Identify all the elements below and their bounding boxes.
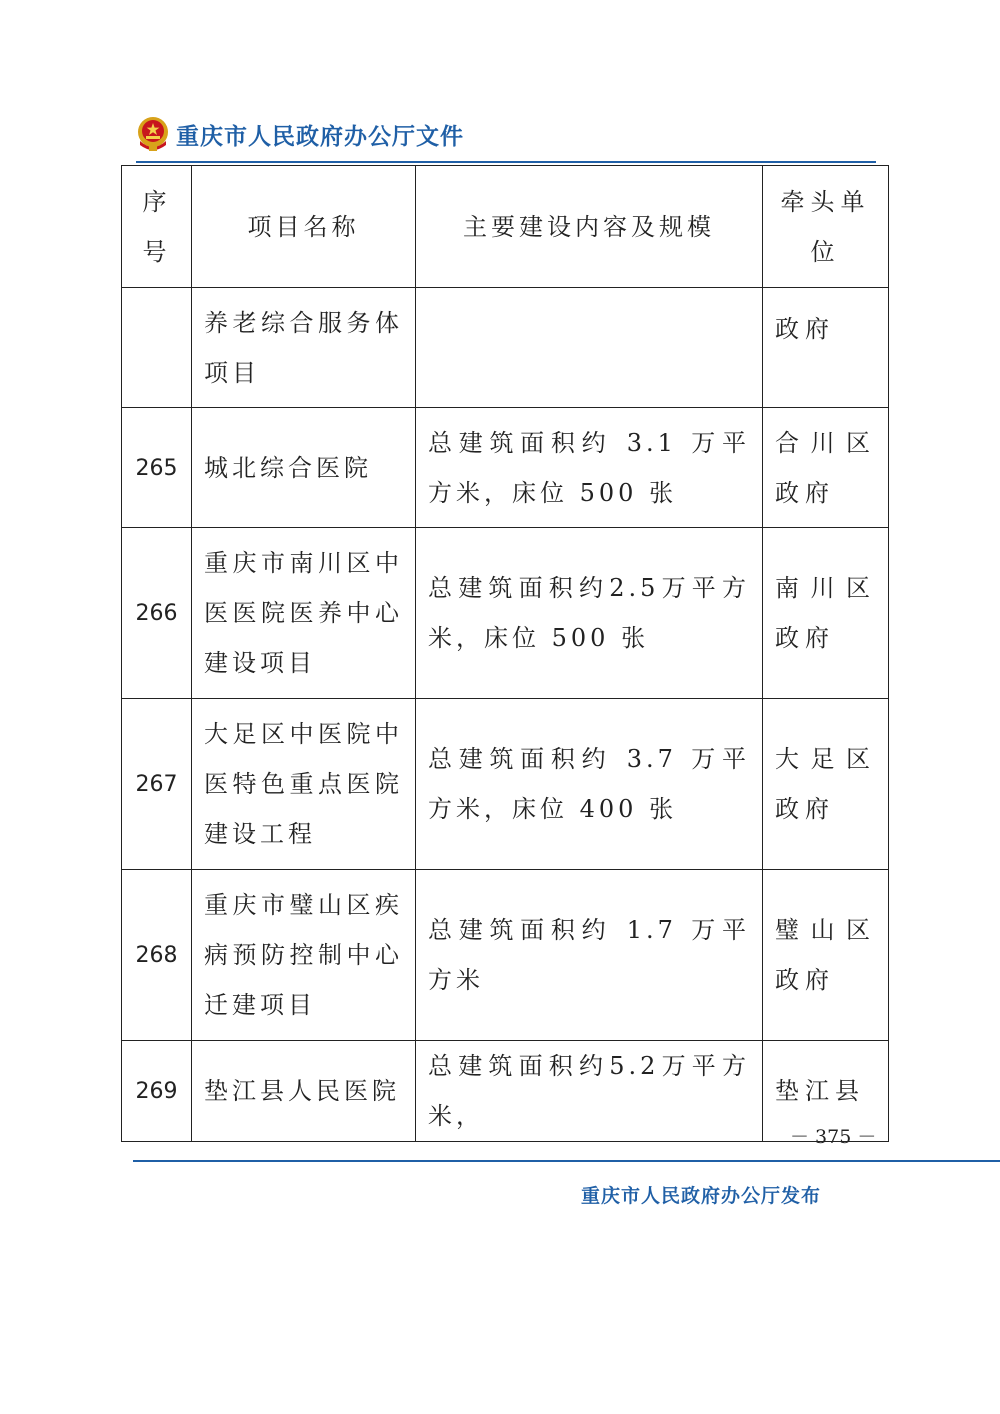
table-row xyxy=(122,1041,889,1142)
row-number: 266 xyxy=(122,528,192,699)
row-number: 265 xyxy=(122,408,192,528)
national-emblem-icon xyxy=(136,115,170,153)
table-row xyxy=(122,288,889,408)
project-content: 总建筑面积约 3.7 万平方米，床位 400 张 xyxy=(416,699,763,870)
row-number: 267 xyxy=(122,699,192,870)
row-number: 269 xyxy=(122,1041,192,1142)
header-divider xyxy=(136,161,876,163)
project-name: 垫江县人民医院 xyxy=(192,1041,416,1142)
project-content xyxy=(416,288,763,408)
project-name: 养老综合服务体项目 xyxy=(192,288,416,408)
project-name: 重庆市璧山区疾病预防控制中心迁建项目 xyxy=(192,870,416,1041)
project-name: 城北综合医院 xyxy=(192,408,416,528)
project-content: 总建筑面积约2.5万平方米，床位 500 张 xyxy=(416,528,763,699)
header-title: 重庆市人民政府办公厅文件 xyxy=(176,123,464,150)
project-content: 总建筑面积约 1.7 万平方米 xyxy=(416,870,763,1041)
table-row xyxy=(122,528,889,699)
table-row xyxy=(122,408,889,528)
lead-unit: 大足区政府 xyxy=(763,699,889,870)
project-name: 重庆市南川区中医医院医养中心建设项目 xyxy=(192,528,416,699)
lead-unit: 政府 xyxy=(763,288,889,408)
footer-publisher: 重庆市人民政府办公厅发布 xyxy=(581,1185,822,1207)
page-number: － 375 － xyxy=(790,1126,877,1148)
table-header-row xyxy=(122,166,889,288)
project-name: 大足区中医院中医特色重点医院建设工程 xyxy=(192,699,416,870)
table-row xyxy=(122,870,889,1041)
header-cell-name: 项目名称 xyxy=(192,166,416,288)
project-table xyxy=(121,165,889,1142)
table-row xyxy=(122,699,889,870)
lead-unit: 合川区政府 xyxy=(763,408,889,528)
project-content: 总建筑面积约5.2万平方米， xyxy=(416,1041,763,1142)
row-number: 268 xyxy=(122,870,192,1041)
lead-unit: 垫江县 xyxy=(763,1041,889,1142)
header-cell-lead: 牵头单位 xyxy=(763,166,889,288)
header-cell-content: 主要建设内容及规模 xyxy=(416,166,763,288)
footer-divider xyxy=(133,1160,1000,1162)
header-cell-no: 序号 xyxy=(122,166,192,288)
project-content: 总建筑面积约 3.1 万平方米，床位 500 张 xyxy=(416,408,763,528)
lead-unit: 南川区政府 xyxy=(763,528,889,699)
row-number xyxy=(122,288,192,408)
lead-unit: 璧山区政府 xyxy=(763,870,889,1041)
document-header xyxy=(136,112,464,156)
